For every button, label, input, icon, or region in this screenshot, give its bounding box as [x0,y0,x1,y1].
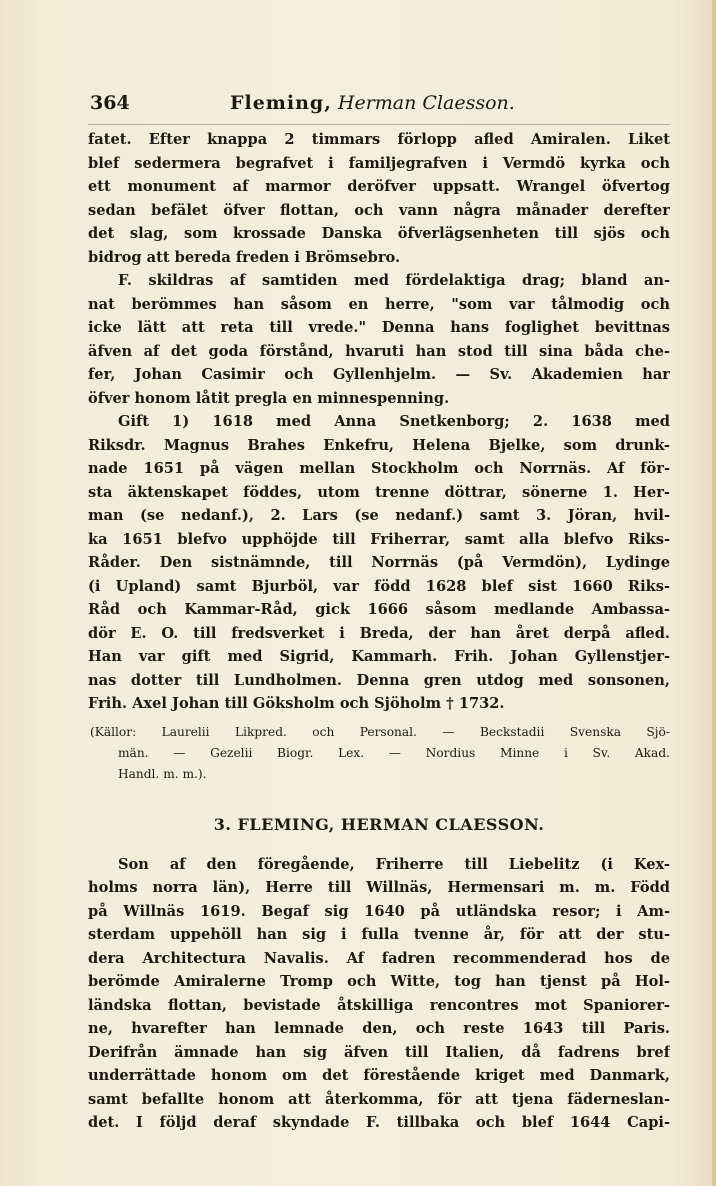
text-line: äfven af det goda förstånd, hvaruti han stod till sina båda che- [88,342,670,360]
text-line: på Willnäs 1619. Begaf sig 1640 på utländska resor; i Am- [88,902,670,920]
text-line: man (se nedanf.), 2. Lars (se nedanf.) samt 3. Jöran, hvil- [88,507,670,524]
text-line: Gift 1) 1618 med Anna Snetkenborg; 2. 1638 med [118,413,670,430]
text-line: blef sedermera begrafvet i familjegrafven i Vermdö kyrka och [88,154,670,172]
section-heading: 3. FLEMING, HERMAN CLAESSON. [213,814,545,834]
text-line: holms norra län), Herre till Willnäs, Hermensari m. m. Född [88,879,670,896]
sources-note [88,722,670,785]
text-line: Riksdr. Magnus Brahes Enkefru, Helena Bjelke, som drunk- [88,436,670,454]
text-line: nat berömmes han såsom en herre, "som var tålmodig och [88,295,670,313]
running-title [230,92,515,114]
source-line: Handl. m. m.). [118,766,207,781]
text-line: Han var gift med Sigrid, Kammarh. Frih. Johan Gyllenstjer- [88,648,670,665]
body-text [88,128,670,1135]
text-line: nas dotter till Lundholmen. Denna gren utdog med sonsonen, [88,671,670,689]
text-line: ett monument af marmor deröfver uppsatt. Wrangel öfvertog [88,178,670,195]
page-header [90,92,670,122]
text-line: sta äktenskapet föddes, utom trenne döttrar, sönerne 1. Her- [88,483,670,501]
text-line: ne, hvarefter han lemnade den, och reste 1643 till Paris. [88,1020,670,1037]
page-number: 364 [90,92,130,114]
source-line: (Källor: Laurelii Likpred. och Personal. — Beckstadii Svenska Sjö- [90,724,670,739]
header-rule [88,124,670,125]
paragraph-3 [88,410,670,716]
text-line: underrättade honom om det förestående kriget med Danmark, [88,1067,670,1084]
paragraph-1 [88,128,670,269]
text-line: F. skildras af samtiden med fördelaktiga drag; bland an- [118,272,670,289]
text-line: icke lätt att reta till vrede." Denna hans foglighet bevittnas [88,319,670,336]
paragraph-4 [88,853,670,1135]
running-title-person: Herman Claesson. [337,92,515,114]
text-line: Råder. Den sistnämnde, till Norrnäs (på Vermdön), Lydinge [88,554,670,571]
text-line: ländska flottan, bevistade åtskilliga rencontres mot Spaniorer- [88,996,670,1014]
text-line: samt befallte honom att återkomma, för att tjena fäderneslan- [88,1090,670,1108]
text-line: fer, Johan Casimir och Gyllenhjelm. — Sv. Akademien har [88,366,670,383]
source-line: män. — Gezelii Biogr. Lex. — Nordius Minne i Sv. Akad. [118,745,670,760]
text-line: ka 1651 blefvo upphöjde till Friherrar, samt alla blefvo Riks- [88,530,670,548]
text-line: bidrog att bereda freden i Brömsebro. [88,248,401,266]
text-line: öfver honom låtit pregla en minnespenning. [88,389,450,407]
running-title-name: Fleming, [230,92,332,114]
text-line: sedan befälet öfver flottan, och vann några månader derefter [88,201,670,219]
text-line: (i Upland) samt Bjurböl, var född 1628 blef sist 1660 Riks- [88,577,670,595]
text-line: det slag, som krossade Danska öfverlägsenheten till sjös och [88,225,670,242]
text-line: Son af den föregående, Friherre till Liebelitz (i Kex- [118,855,670,873]
text-line: Derifrån ämnade han sig äfven till Italien, då fadrens bref [88,1043,670,1061]
text-line: berömde Amiralerne Tromp och Witte, tog han tjenst på Hol- [88,973,670,990]
text-line: sterdam uppehöll han sig i fulla tvenne år, för att der stu- [88,926,670,943]
text-line: fatet. Efter knappa 2 timmars förlopp afled Amiralen. Liket [88,131,670,148]
text-line: dör E. O. till fredsverket i Breda, der han året derpå afled. [88,624,670,642]
paragraph-2 [88,269,670,410]
text-line: nade 1651 på vägen mellan Stockholm och Norrnäs. Af för- [88,460,670,477]
text-line: det. I följd deraf skyndade F. tillbaka och blef 1644 Capi- [88,1114,670,1131]
text-line: dera Architectura Navalis. Af fadren recommenderad hos de [88,949,670,967]
page-edge [712,0,716,1186]
text-line: Frih. Axel Johan till Göksholm och Sjöholm † 1732. [88,695,505,712]
text-line: Råd och Kammar-Råd, gick 1666 såsom medlande Ambassa- [88,601,670,618]
